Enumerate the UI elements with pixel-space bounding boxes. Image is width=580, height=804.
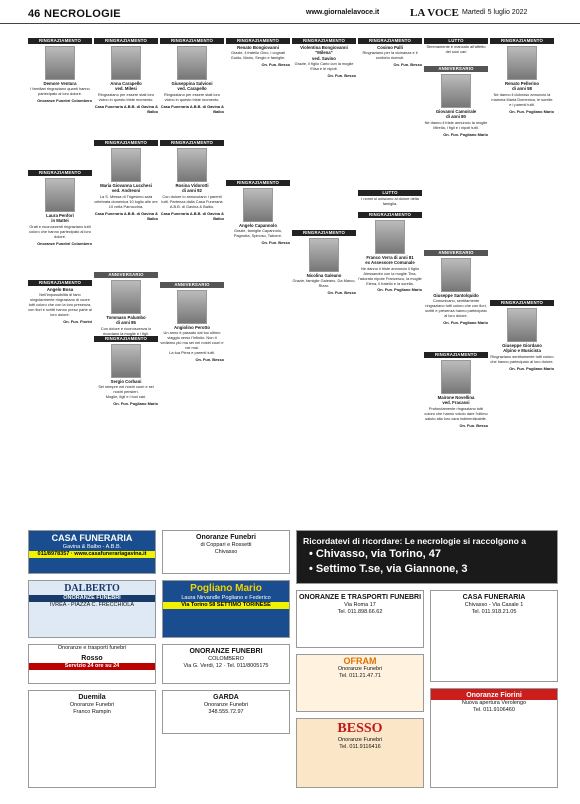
- funeral-home-signature: On. Fun. Pogliano Mario: [113, 401, 158, 407]
- notice-text: Grazie, famiglie Capannolo, Pagnotta, Spinoso, Taborre.: [233, 228, 283, 239]
- portrait-photo: [375, 220, 405, 254]
- ad-title: OFRAM: [343, 656, 377, 666]
- notice-label: RINGRAZIAMENTO: [490, 38, 554, 44]
- obituary-notice: [160, 140, 224, 280]
- deceased-name: Angiolino Perotto: [173, 325, 211, 330]
- obituary-column: [226, 38, 290, 525]
- ad-title: Pogliano Mario: [190, 583, 262, 594]
- ad-onoranze-cafe[interactable]: [296, 590, 424, 648]
- ad-rosso[interactable]: [28, 644, 156, 684]
- ad-title: GARDA: [213, 694, 239, 701]
- ad-phone: Tel. 011.21.47.71: [339, 673, 381, 679]
- funeral-home-signature: Casa Funeraria A.B.B. di Gavina & Balbo: [94, 210, 158, 221]
- notice-label: RINGRAZIAMENTO: [226, 38, 290, 44]
- notice-text: Ringraziano per la vicinanza e il conforto ricevuti.: [362, 50, 418, 61]
- deceased-name: Demore Ventura: [43, 81, 77, 86]
- notice-label: LUTTO: [424, 38, 488, 44]
- obituary-column: [358, 38, 422, 525]
- notice-text: Serenamente è mancato all'affetto dei suoi cari: [426, 44, 486, 54]
- ad-title: BESSO: [337, 721, 383, 736]
- ad-title: Onoranze Fiorini: [431, 689, 557, 700]
- portrait-photo: [507, 308, 537, 342]
- notice-label: LUTTO: [358, 190, 422, 196]
- deceased-name: Renato Pellerino di anni 58: [505, 81, 539, 92]
- notice-label: ANNIVERSARIO: [160, 282, 224, 288]
- ad-fiorini[interactable]: [430, 688, 558, 788]
- funeral-home-signature: On. Fun. Besso: [327, 73, 356, 79]
- funeral-home-signature: On. Fun. Besso: [393, 62, 422, 68]
- ricordo-address-2: • Settimo T.se, via Giannone, 3: [309, 563, 468, 575]
- notice-text: Grazie, il fratello Gino, i cognati Guido, Mario, Sergio e famiglie.: [230, 50, 286, 61]
- ad-address: Via Torino 58 SETTIMO TORINESE: [163, 602, 289, 609]
- notice-text: Con dolore lo annunciano i parenti tutti. Partenza dalla Casa Funeraria A.B.B. di Gavina & Balbo.: [161, 193, 223, 209]
- obituaries-grid: [28, 38, 558, 525]
- funeral-home-signature: On. Fun. Pogliano Mario: [443, 320, 488, 326]
- obituary-notice: [358, 38, 422, 188]
- notice-text: Ringraziano per essere stati loro vicino in questo triste momento.: [163, 91, 220, 102]
- deceased-name: Franco Verra di anni 81 ex Assessore Comunale: [365, 255, 415, 266]
- portrait-photo: [111, 344, 141, 378]
- ad-phone: 348.555.72.97: [208, 709, 244, 715]
- obituary-column: [28, 38, 92, 525]
- notice-text: Grazie, famiglie Galeano, Da Marco, Rizzo.: [292, 278, 356, 289]
- ad-subtitle: di Coppari e Rossetti: [200, 542, 252, 548]
- obituary-notice: [94, 140, 158, 270]
- funeral-home-signature: On. Fun. Pogliano Mario: [509, 108, 554, 114]
- funeral-home-signature: On. Fun. Besso: [261, 240, 290, 246]
- notice-text: Un anno è passato dal tuo ultimo viaggio verso l'infinito. Non ti vediamo più ma sei nei nostri cuori e nei mai. La tua Piera e parenti tutti.: [160, 330, 224, 356]
- portrait-photo: [177, 46, 207, 80]
- ad-casa-funeraria-right[interactable]: [430, 590, 558, 682]
- funeral-home-signature: On. Fun. Pogliano Mario: [377, 287, 422, 293]
- obituary-column: [292, 38, 356, 525]
- obituary-notice: [424, 250, 488, 350]
- obituary-notice: [292, 230, 356, 525]
- notice-text: La S. Messa di Trigesimo sarà celebrata domenica 10 luglio alle ore 10 nella Parrocchia.: [94, 193, 158, 209]
- notice-label: RINGRAZIAMENTO: [226, 180, 290, 186]
- notice-text: Nell'impossibilità di farlo singolarmente ringraziano di cuore tutti coloro che con la loro presenza, con fiori e scritti hanno preso parte al loro dolore.: [28, 292, 92, 318]
- deceased-name: Violentina Bongiovanni "Milena" ved. Savino: [300, 45, 348, 61]
- ad-ofram[interactable]: [296, 654, 424, 712]
- deceased-name: Renato Bongiovanni: [237, 45, 279, 50]
- deceased-name: Sergio Corbani: [110, 379, 142, 384]
- ad-subtitle: Laura Nirvandle Pogliano e Federico: [181, 595, 271, 601]
- funeral-home-signature: On. Fun. Pogliano Mario: [443, 131, 488, 137]
- newspaper-brand: LA VOCE: [410, 7, 459, 19]
- obituary-notice: [160, 38, 224, 138]
- ad-title: DALBERTO: [64, 583, 120, 594]
- notice-label: RINGRAZIAMENTO: [160, 38, 224, 44]
- deceased-name: Anna Carapello ved. Milesi: [110, 81, 142, 92]
- obituary-notice: [160, 282, 224, 525]
- obituary-notice: [424, 352, 488, 525]
- ad-phone: Tel. 011.9106460: [473, 707, 515, 713]
- obituary-notice: [358, 190, 422, 210]
- ad-phone: 011/8978357 · www.casafunerariagavina.it: [29, 551, 155, 558]
- ad-dalberto[interactable]: [28, 580, 156, 638]
- ad-subtitle: Gavina & Balbo - A.B.B.: [62, 544, 122, 550]
- obituary-notice: [28, 38, 92, 104]
- portrait-photo: [111, 280, 141, 314]
- notice-text: I familiari ringraziano quanti hanno partecipato al loro dolore.: [30, 86, 90, 97]
- ad-subtitle: Onoranze Funebri: [69, 702, 115, 708]
- deceased-name: Laura Penfori in Mattei: [46, 213, 74, 224]
- funeral-home-signature: On. Fun. Besso: [459, 422, 488, 428]
- ad-besso[interactable]: [296, 718, 424, 788]
- ad-address: Via G. Verdi, 12 · Tel. 011/8005175: [183, 663, 269, 669]
- deceased-name: Cosimo Palli: [377, 45, 403, 50]
- ad-title: Onoranze e trasporti funebri: [57, 645, 127, 651]
- advertising-area: [28, 530, 558, 788]
- ad-title: CASA FUNERARIA: [462, 594, 526, 601]
- ad-service: Servizio 24 ore su 24: [29, 663, 155, 670]
- portrait-photo: [111, 46, 141, 80]
- obituary-notice: [94, 336, 158, 525]
- deceased-name: Giuseppe Giordano Alpino e Musicista: [502, 343, 542, 354]
- ad-ricordo-banner[interactable]: [296, 530, 558, 584]
- funeral-home-signature: Casa Funeraria A.B.B. di Gavina & Balbo: [160, 210, 224, 221]
- ad-onoranze-mini[interactable]: [162, 530, 290, 574]
- funeral-home-signature: Casa Funeraria A.B.B. di Gavina & Balbo: [160, 103, 224, 114]
- portrait-photo: [45, 46, 75, 80]
- ad-title: Onoranze Funebri: [196, 534, 256, 541]
- notice-label: RINGRAZIAMENTO: [94, 38, 158, 44]
- portrait-photo: [177, 290, 207, 324]
- deceased-name: Nicolina Galeano: [306, 273, 342, 278]
- ad-phone: Tel. 011.918.21.05: [471, 609, 517, 615]
- obituary-notice: [226, 180, 290, 525]
- section-title: NECROLOGIE: [44, 8, 121, 20]
- funeral-home-signature: Onoranze Funebri Colombero: [37, 240, 92, 246]
- ad-brand: Rosso: [81, 655, 103, 662]
- issue-date: Martedì 5 luglio 2022: [462, 9, 528, 16]
- notice-text: I nonni si uniscono al dolore della famiglia.: [361, 196, 419, 206]
- deceased-name: Maria Giovanna Lucchesi ved. Andreoni: [100, 183, 152, 194]
- deceased-name: Rosina Vidorotti di anni 92: [175, 183, 209, 194]
- ad-title: Duemila: [78, 694, 106, 701]
- ad-duemila[interactable]: [28, 690, 156, 788]
- ad-colombero[interactable]: [162, 644, 290, 684]
- portrait-photo: [111, 148, 141, 182]
- notice-text: Ringraziano sentitamente tutti coloro che hanno partecipato al loro dolore.: [490, 353, 554, 364]
- notice-label: RINGRAZIAMENTO: [28, 38, 92, 44]
- obituary-notice: [94, 38, 158, 138]
- portrait-photo: [309, 238, 339, 272]
- notice-label: RINGRAZIAMENTO: [490, 300, 554, 306]
- notice-label: ANNIVERSARIO: [424, 66, 488, 72]
- ad-brand: COLOMBERO: [208, 656, 244, 662]
- ricordo-text: Ricordatevi di ricordare: Le necrologie si raccolgono a: [303, 536, 527, 546]
- notice-label: RINGRAZIAMENTO: [160, 140, 224, 146]
- portrait-photo: [441, 258, 471, 292]
- notice-text: Ringraziano per essere stati loro vicino in questo triste momento.: [97, 91, 154, 102]
- deceased-name: Angelo Capannolo: [239, 223, 277, 228]
- obituary-column: [94, 38, 158, 525]
- ad-address: Chivasso - Via Casale 1: [464, 602, 524, 608]
- ad-phone: Tel. 011.898.66.62: [337, 609, 383, 615]
- obituary-notice: [28, 280, 92, 525]
- notice-label: RINGRAZIAMENTO: [424, 352, 488, 358]
- portrait-photo: [45, 178, 75, 212]
- notice-text: Grati e riconoscenti ringraziano tutti coloro che hanno partecipato al loro dolore.: [29, 223, 91, 239]
- ad-subtitle: ONORANZE FUNEBRI: [29, 595, 155, 602]
- ad-title: ONORANZE FUNEBRI: [189, 648, 263, 655]
- obituary-notice: [292, 38, 356, 228]
- notice-label: ANNIVERSARIO: [424, 250, 488, 256]
- funeral-home-signature: Onoranze Funebri Colombero: [37, 98, 92, 104]
- portrait-photo: [177, 148, 207, 182]
- deceased-name: Giovanni Camoirale di anni 80: [435, 109, 477, 120]
- notice-text: Profondamente ringraziano tutti coloro che hanno voluto dare l'ultimo saluto alla loro cara indimenticabile.: [424, 405, 488, 421]
- deceased-name: Mairone Novellina ved. Fracassi: [437, 395, 475, 406]
- obituary-notice: [358, 212, 422, 525]
- notice-text: Comunicano, sentitamente ringraziano tutti coloro che con fiori, scritti e presenza hanno partecipato al loro dolore.: [425, 298, 487, 319]
- notice-text: Ne danno il doloroso annuncio la mamma Maria Domenica, le sorelle e i parenti tutti.: [491, 91, 553, 107]
- website-link[interactable]: www.giornalelavoce.it: [306, 9, 380, 16]
- deceased-name: Tommaso Palumbo di anni 85: [106, 315, 146, 326]
- obituary-column: [160, 38, 224, 525]
- notice-label: RINGRAZIAMENTO: [94, 336, 158, 342]
- obituary-notice: [424, 66, 488, 248]
- ad-subtitle: Nuova apertura Verolengo: [461, 700, 527, 706]
- notice-text: Sei sempre nei nostri cuori e sei nostri pensieri. Moglie, figli e i tuoi cari.: [98, 384, 154, 400]
- ad-subtitle: Onoranze Funebri: [203, 702, 249, 708]
- ad-casa-funeraria-gavina[interactable]: [28, 530, 156, 574]
- deceased-name: Angelo Bosa: [46, 287, 74, 292]
- ad-phone: Tel. 011.9116416: [339, 744, 381, 750]
- notice-text: Grazie, il figlio Carlo con la moglie Elisa e le nipoti.: [294, 61, 354, 72]
- ad-address: Via Roma 17: [344, 602, 376, 608]
- funeral-home-signature: On. Fun. Besso: [195, 356, 224, 362]
- funeral-home-signature: Casa Funeraria A.B.B. di Gavina & Balbo: [94, 103, 158, 114]
- funeral-home-signature: On. Fun. Besso: [327, 290, 356, 296]
- portrait-photo: [441, 74, 471, 108]
- ad-title: ONORANZE E TRASPORTI FUNEBRI: [298, 594, 422, 601]
- notice-label: RINGRAZIAMENTO: [358, 212, 422, 218]
- obituary-notice: [490, 38, 554, 298]
- notice-label: ANNIVERSARIO: [94, 272, 158, 278]
- obituary-notice: [94, 272, 158, 334]
- portrait-photo: [441, 360, 471, 394]
- obituary-column: [490, 38, 554, 525]
- ad-subtitle: Onoranze Funebri: [337, 666, 383, 672]
- ad-title: CASA FUNERARIA: [51, 533, 133, 543]
- notice-label: RINGRAZIAMENTO: [292, 230, 356, 236]
- portrait-photo: [507, 46, 537, 80]
- page-number: 46: [28, 8, 41, 20]
- obituary-notice: [490, 300, 554, 525]
- obituary-notice: [28, 170, 92, 265]
- portrait-photo: [243, 188, 273, 222]
- funeral-home-signature: On. Fun. Besso: [261, 62, 290, 68]
- deceased-name: Giuseppe Santolquido: [433, 293, 479, 298]
- deceased-name: Giuseppina Salvioni ved. Carapello: [171, 81, 213, 92]
- notice-label: RINGRAZIAMENTO: [28, 280, 92, 286]
- ad-garda[interactable]: [162, 690, 290, 734]
- ad-subtitle: Onoranze Funebri: [337, 737, 383, 743]
- notice-label: RINGRAZIAMENTO: [292, 38, 356, 44]
- notice-label: RINGRAZIAMENTO: [358, 38, 422, 44]
- notice-label: RINGRAZIAMENTO: [94, 140, 158, 146]
- obituary-column: [424, 38, 488, 525]
- ad-address: IVREA - PIAZZA C. FRECCHIOLA: [49, 602, 135, 608]
- notice-text: Ne danno il triste annuncio la moglie Mirella, i figli e i nipoti tutti.: [424, 119, 488, 130]
- notice-label: RINGRAZIAMENTO: [28, 170, 92, 176]
- page-header: [0, 0, 580, 24]
- obituary-notice: [226, 38, 290, 178]
- funeral-home-signature: On. Fun. Pogliano Mario: [509, 365, 554, 371]
- obituary-notice: [424, 38, 488, 64]
- ricordo-address-1: • Chivasso, via Torino, 47: [309, 548, 442, 560]
- ad-city: Chivasso: [214, 549, 238, 555]
- ad-contact: Franco Rampin: [73, 709, 111, 715]
- ad-pogliano[interactable]: [162, 580, 290, 638]
- notice-text: Ne danno il triste annuncio il figlio Alessandro con la moglie Tina, l'adorato nipote Francesco, la moglie Elena, il fratello e la sorella.: [358, 265, 422, 286]
- notice-text: Con dolore e riconoscenza lo ricordano la moglie e i figli.: [100, 325, 152, 336]
- funeral-home-signature: On. Fun. Fiorini: [63, 318, 92, 324]
